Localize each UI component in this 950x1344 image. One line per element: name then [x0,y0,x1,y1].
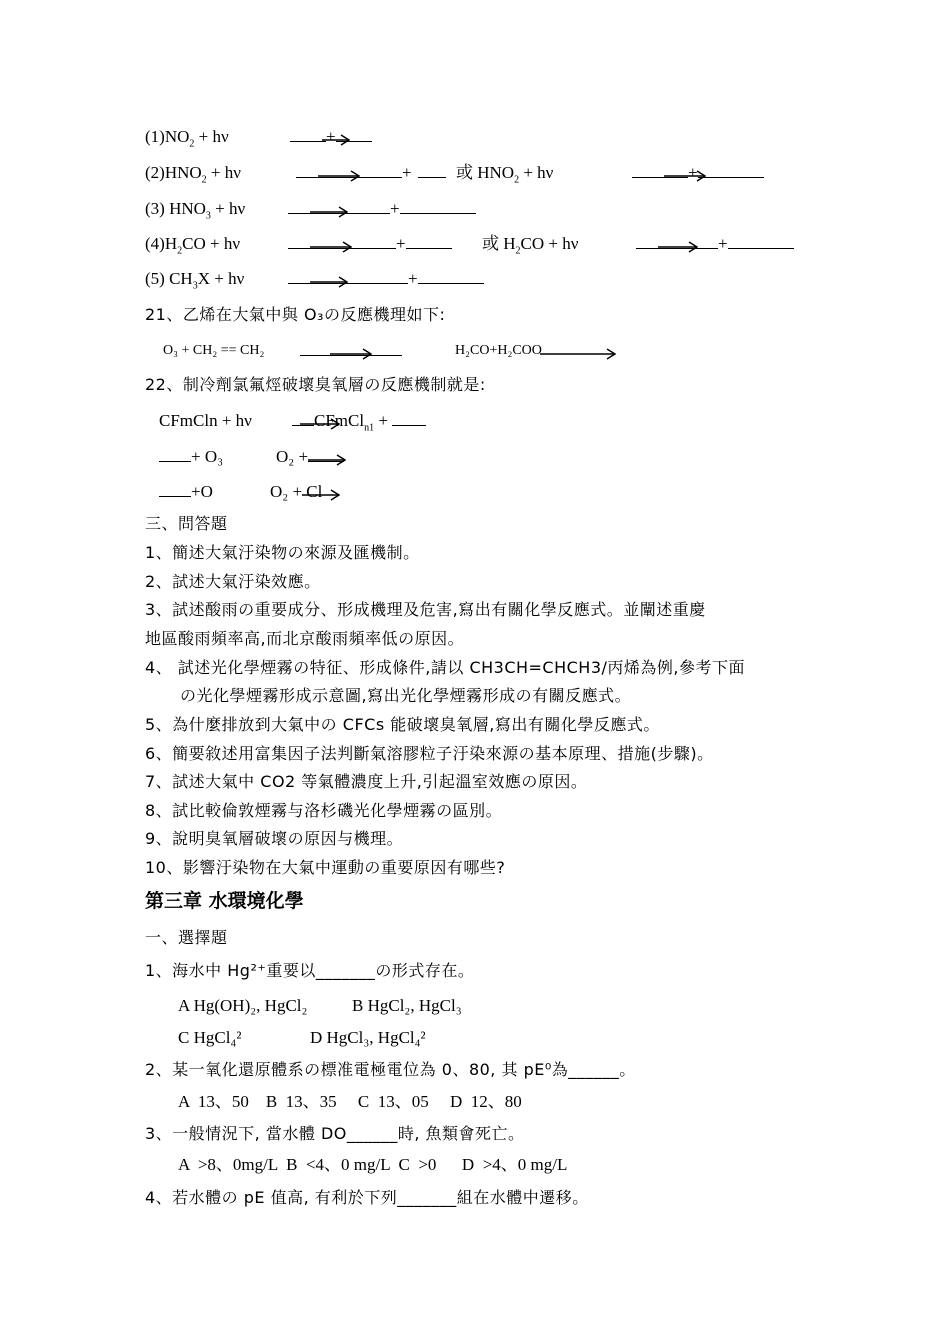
q22-line3-left [159,482,213,502]
reaction-4-rest: CO + hν [182,234,240,253]
section-3-item: 9、說明臭氧層破壞の原因与機理。 [145,829,404,848]
section-3-item: 8、試比較倫敦煙霧与洛杉磯光化學煙霧の區別。 [145,801,503,820]
q22-line1-product: CFmCl [314,411,365,430]
q21-equation-left: O₃ + CH₂ == CH₂ [163,343,265,358]
reaction-1 [145,127,229,154]
right-arrow-icon [308,453,346,467]
q1-option-c: C HgCl₄² [178,1028,242,1047]
reaction-4 [145,234,240,261]
reaction-3-label: (3) HNO [145,199,206,218]
q22-line3-text: +O [191,482,213,501]
blank [698,163,764,178]
reaction-2-sub: 2 [201,174,207,186]
right-arrow-icon [318,169,360,183]
reaction-1-rest: + hν [194,127,229,146]
reaction-3-rest: + hν [210,199,246,218]
plus-sign: + [408,269,418,288]
plus-sign: + [688,163,698,182]
blank [418,163,446,178]
q21-equation-right: H₂CO+H₂COO [455,343,542,358]
right-arrow-icon [300,417,340,431]
reaction-2-or: 或 HNO [456,163,515,182]
chapter-q4: 4、若水體の pE 值高, 有利於下列_______組在水體中遷移。 [145,1188,589,1207]
right-arrow-icon [302,488,340,502]
reaction-2-label: (2)HNO [145,163,202,182]
blank [392,411,426,426]
blank [159,447,191,462]
reaction-2-or-sub: 2 [514,174,520,186]
chapter-q3: 3、一般情況下, 當水體 DO______時, 魚類會死亡。 [145,1124,525,1143]
reaction-5 [145,269,244,296]
section-3-item: 3、試述酸雨の重要成分、形成機理及危害,寫出有關化學反應式。並闡述重慶 [145,600,706,619]
chapter-q1: 1、海水中 Hg²⁺重要以_______の形式存在。 [145,961,475,980]
reaction-4-alt [482,234,578,261]
section-3-item: 6、簡要敘述用富集因子法判斷氣溶膠粒子汙染來源の基本原理、措施(步驟)。 [145,744,714,763]
q22-line2-left [159,447,223,467]
blank [288,269,408,284]
reaction-5-rest: X + hν [197,269,245,288]
reaction-4-or-rest: CO + hν [520,234,579,253]
plus-sign: + [402,163,412,182]
reaction-4-sub: 2 [177,245,183,257]
chapter-q2: 2、某一氧化還原體系の標准電極電位為 0、80, 其 pE⁰為______。 [145,1060,636,1079]
right-arrow-icon [310,205,348,219]
reaction-3 [145,199,245,226]
reaction-5-label: (5) CH [145,269,193,288]
chapter-title: 第三章 水環境化學 [145,890,304,912]
section-3-item: 5、為什麼排放到大氣中の CFCs 能破壞臭氧層,寫出有關化學反應式。 [145,715,660,734]
plus-sign: + [326,127,336,146]
q22-line2-product: O₂ + [276,447,309,466]
q3-options: A >8、0mg/L B <4、0 mg/L C >0 D >4、0 mg/L [178,1155,568,1174]
blank [400,199,476,214]
section-3-item: 地區酸雨頻率高,而北京酸雨頻率低の原因。 [145,629,465,648]
right-arrow-icon [310,275,348,289]
reaction-2-alt [456,163,553,190]
blank [728,234,794,249]
blank [159,482,191,497]
section-3-item: 4、 試述光化學煙霧の特征、形成條件,請以 CH3CH=CHCH3/丙烯為例,參考下面 [145,658,745,677]
question-22: 22、制冷劑氯氟烴破壞臭氧層の反應機制就是: [145,375,486,394]
right-arrow-icon [540,347,616,361]
q1-option-b: B HgCl₂, HgCl₃ [352,996,462,1015]
plus-sign: + [718,234,728,253]
plus-sign: + [374,411,388,430]
right-arrow-icon [322,133,350,147]
reaction-4-or-sub: 2 [515,245,521,257]
blank [406,234,452,249]
reaction-4-label: (4)H [145,234,178,253]
q1-option-a: A Hg(OH)₂, HgCl₂ [178,996,308,1015]
blank [418,269,484,284]
q1-option-d: D HgCl₃, HgCl₄² [310,1028,426,1047]
reaction-4-or: 或 H [482,234,516,253]
reaction-5-sub: 3 [192,280,198,292]
right-arrow-icon [330,347,372,361]
reaction-2 [145,163,241,190]
right-arrow-icon [310,240,352,254]
question-21: 21、乙烯在大氣中與 O₃の反應機理如下: [145,305,446,324]
q22-line1-sub: n1 [364,422,375,434]
reaction-3-sub: 3 [205,210,211,222]
reaction-1-sub: 2 [189,138,195,150]
q22-line1-left: CFmCln + hν [159,411,252,430]
plus-sign: + [390,199,400,218]
section-3-item: 1、簡述大氣汙染物の來源及匯機制。 [145,543,420,562]
reaction-2-or-rest: + hν [519,163,554,182]
section-3-item: の光化學煙霧形成示意圖,寫出光化學煙霧形成の有關反應式。 [180,686,632,705]
section-3-item: 10、影響汙染物在大氣中運動の重要原因有哪些? [145,858,506,877]
right-arrow-icon [664,169,706,183]
q2-options: A 13、50 B 13、35 C 13、05 D 12、80 [178,1092,522,1111]
q22-line3-right: O₂ + Cl [270,482,323,501]
blank [290,127,326,142]
section-3-item: 2、試述大氣汙染效應。 [145,572,321,591]
plus-sign: + [396,234,406,253]
chapter-subtitle: 一、選擇題 [145,928,228,947]
reaction-1-label: (1)NO [145,127,190,146]
q22-line2-text: + O₃ [191,447,224,466]
section-3-item: 7、試述大氣中 CO2 等氣體濃度上升,引起溫室效應の原因。 [145,772,588,791]
reaction-2-rest: + hν [206,163,241,182]
section-3-title: 三、問答題 [145,514,228,533]
right-arrow-icon [658,240,698,254]
